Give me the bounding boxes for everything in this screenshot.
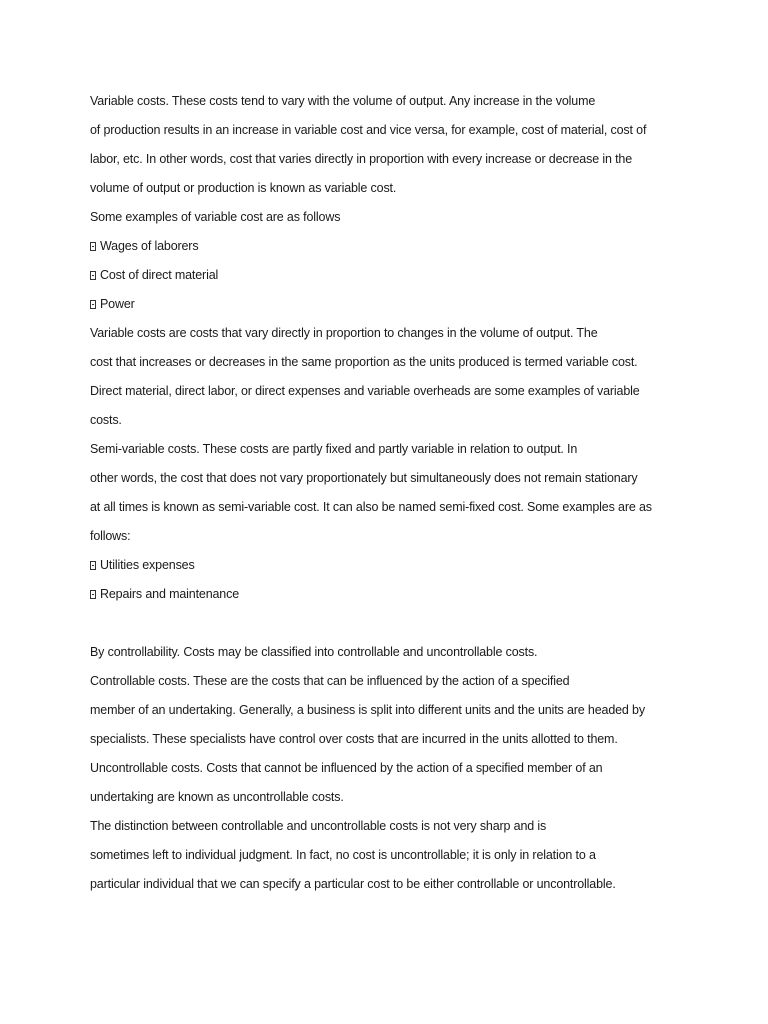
text-line: sometimes left to individual judgment. In fact, no cost is uncontrollable; it is only in relation to a: [90, 848, 596, 862]
text-line: cost that increases or decreases in the same proportion as the units produced is termed variable cost.: [90, 355, 638, 369]
bullet-label: Repairs and maintenance: [100, 587, 240, 601]
bullet-icon: [90, 300, 96, 309]
text-line: Direct material, direct labor, or direct expenses and variable overheads are some examples of variable: [90, 384, 640, 398]
bullet-label: Power: [100, 297, 135, 311]
bullet-icon: [90, 590, 96, 599]
text-line: follows:: [90, 529, 131, 543]
text-line: member of an undertaking. Generally, a business is split into different units and the units are headed by: [90, 703, 645, 717]
text-line: By controllability. Costs may be classified into controllable and uncontrollable costs.: [90, 645, 538, 659]
text-line: undertaking are known as uncontrollable costs.: [90, 790, 344, 804]
bullet-label: Cost of direct material: [100, 268, 219, 282]
bullet-icon: [90, 242, 96, 251]
text-line: other words, the cost that does not vary proportionately but simultaneously does not remain stationary: [90, 471, 638, 485]
bullet-item: [90, 551, 690, 580]
text-line: Variable costs are costs that vary directly in proportion to changes in the volume of output. The: [90, 326, 598, 340]
text-line: volume of output or production is known as variable cost.: [90, 181, 397, 195]
paragraph-gap: [90, 609, 690, 638]
text-line: Some examples of variable cost are as follows: [90, 210, 341, 224]
text-line: The distinction between controllable and uncontrollable costs is not very sharp and is: [90, 819, 547, 833]
text-line: Semi-variable costs. These costs are partly fixed and partly variable in relation to output. In: [90, 442, 578, 456]
text-line: Controllable costs. These are the costs that can be influenced by the action of a specified: [90, 674, 570, 688]
bullet-label: Utilities expenses: [100, 558, 195, 572]
text-line: Variable costs. These costs tend to vary with the volume of output. Any increase in the volume: [90, 94, 596, 108]
text-line: at all times is known as semi-variable cost. It can also be named semi-fixed cost. Some examples are as: [90, 500, 652, 514]
bullet-label: Wages of laborers: [100, 239, 199, 253]
document-page: [90, 87, 690, 899]
bullet-item: [90, 580, 690, 609]
text-line: Uncontrollable costs. Costs that cannot be influenced by the action of a specified member of an: [90, 761, 603, 775]
bullet-item: [90, 232, 690, 261]
bullet-item: [90, 290, 690, 319]
bullet-icon: [90, 561, 96, 570]
text-line: labor, etc. In other words, cost that varies directly in proportion with every increase or decrease in the: [90, 152, 633, 166]
bullet-item: [90, 261, 690, 290]
text-line: particular individual that we can specify a particular cost to be either controllable or uncontrollable.: [90, 877, 616, 891]
text-line: of production results in an increase in variable cost and vice versa, for example, cost of material, cost of: [90, 123, 647, 137]
text-line: specialists. These specialists have control over costs that are incurred in the units allotted to them.: [90, 732, 618, 746]
text-line: costs.: [90, 413, 122, 427]
bullet-icon: [90, 271, 96, 280]
